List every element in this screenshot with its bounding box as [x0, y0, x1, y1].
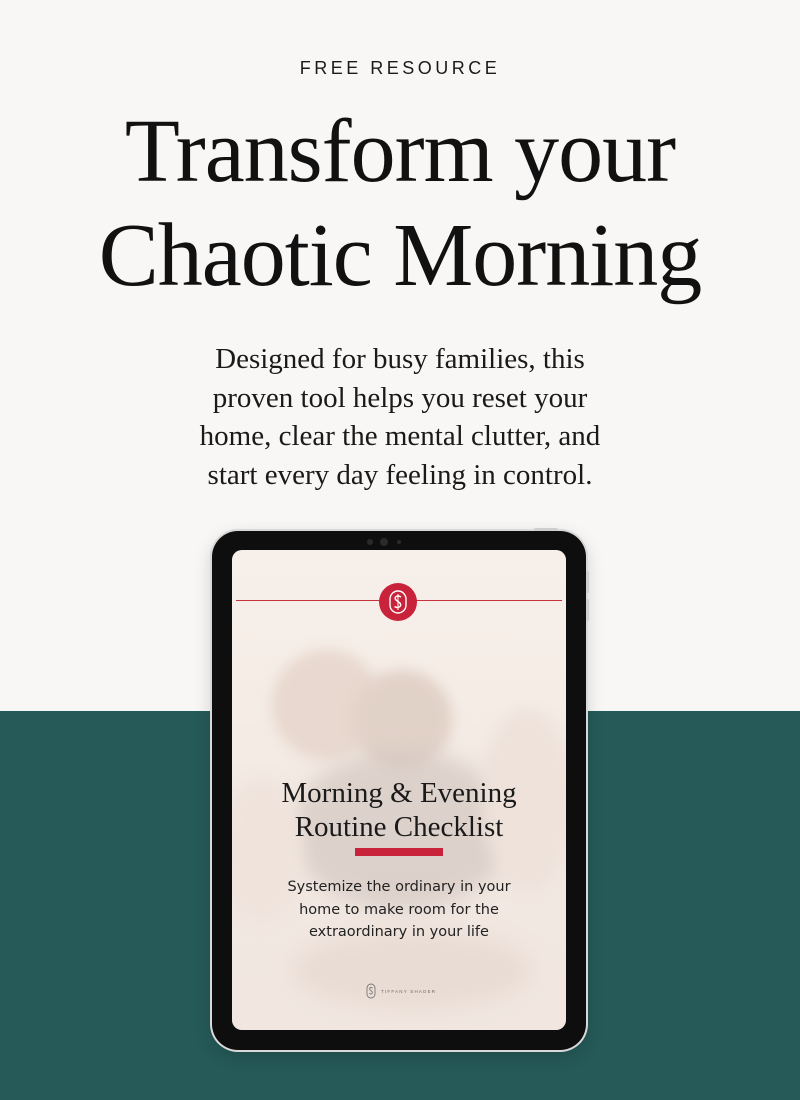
brand-name: TIFFANY SHADER — [381, 988, 437, 994]
document-title-line: Morning & Evening — [281, 777, 517, 809]
description-line: Designed for busy families, this — [215, 343, 585, 375]
document-subtitle — [259, 876, 539, 944]
tablet-mockup — [212, 531, 586, 1050]
title-accent-bar — [355, 848, 443, 856]
document-subtitle-line: home to make room for the — [299, 901, 499, 918]
eyebrow-label: FREE RESOURCE — [299, 58, 501, 78]
document-title — [232, 776, 566, 844]
tablet-volume-button — [586, 599, 589, 621]
tablet-camera-icon — [367, 539, 373, 545]
document-subtitle-line: Systemize the ordinary in your — [287, 879, 511, 895]
description-line: start every day feeling in control. — [207, 458, 593, 491]
headline-line-1: Transform your — [124, 102, 676, 201]
hero-description — [150, 340, 650, 494]
ts-monogram-small-icon — [366, 983, 376, 999]
footer-logo — [366, 983, 436, 999]
document-title-line: Routine Checklist — [294, 811, 504, 843]
ts-monogram-icon — [379, 583, 417, 621]
tablet-sensor-icon — [397, 540, 401, 544]
page-headline — [0, 100, 800, 308]
tablet-screen — [232, 550, 566, 1030]
tablet-top-button — [534, 528, 558, 531]
tablet-volume-button — [586, 571, 589, 593]
description-line: proven tool helps you reset your — [212, 381, 588, 414]
document-subtitle-line: extraordinary in your life — [309, 924, 489, 940]
headline-line-2: Chaotic Morning — [98, 206, 702, 305]
description-line: home, clear the mental clutter, and — [199, 420, 601, 452]
tablet-camera-icon — [380, 538, 388, 546]
